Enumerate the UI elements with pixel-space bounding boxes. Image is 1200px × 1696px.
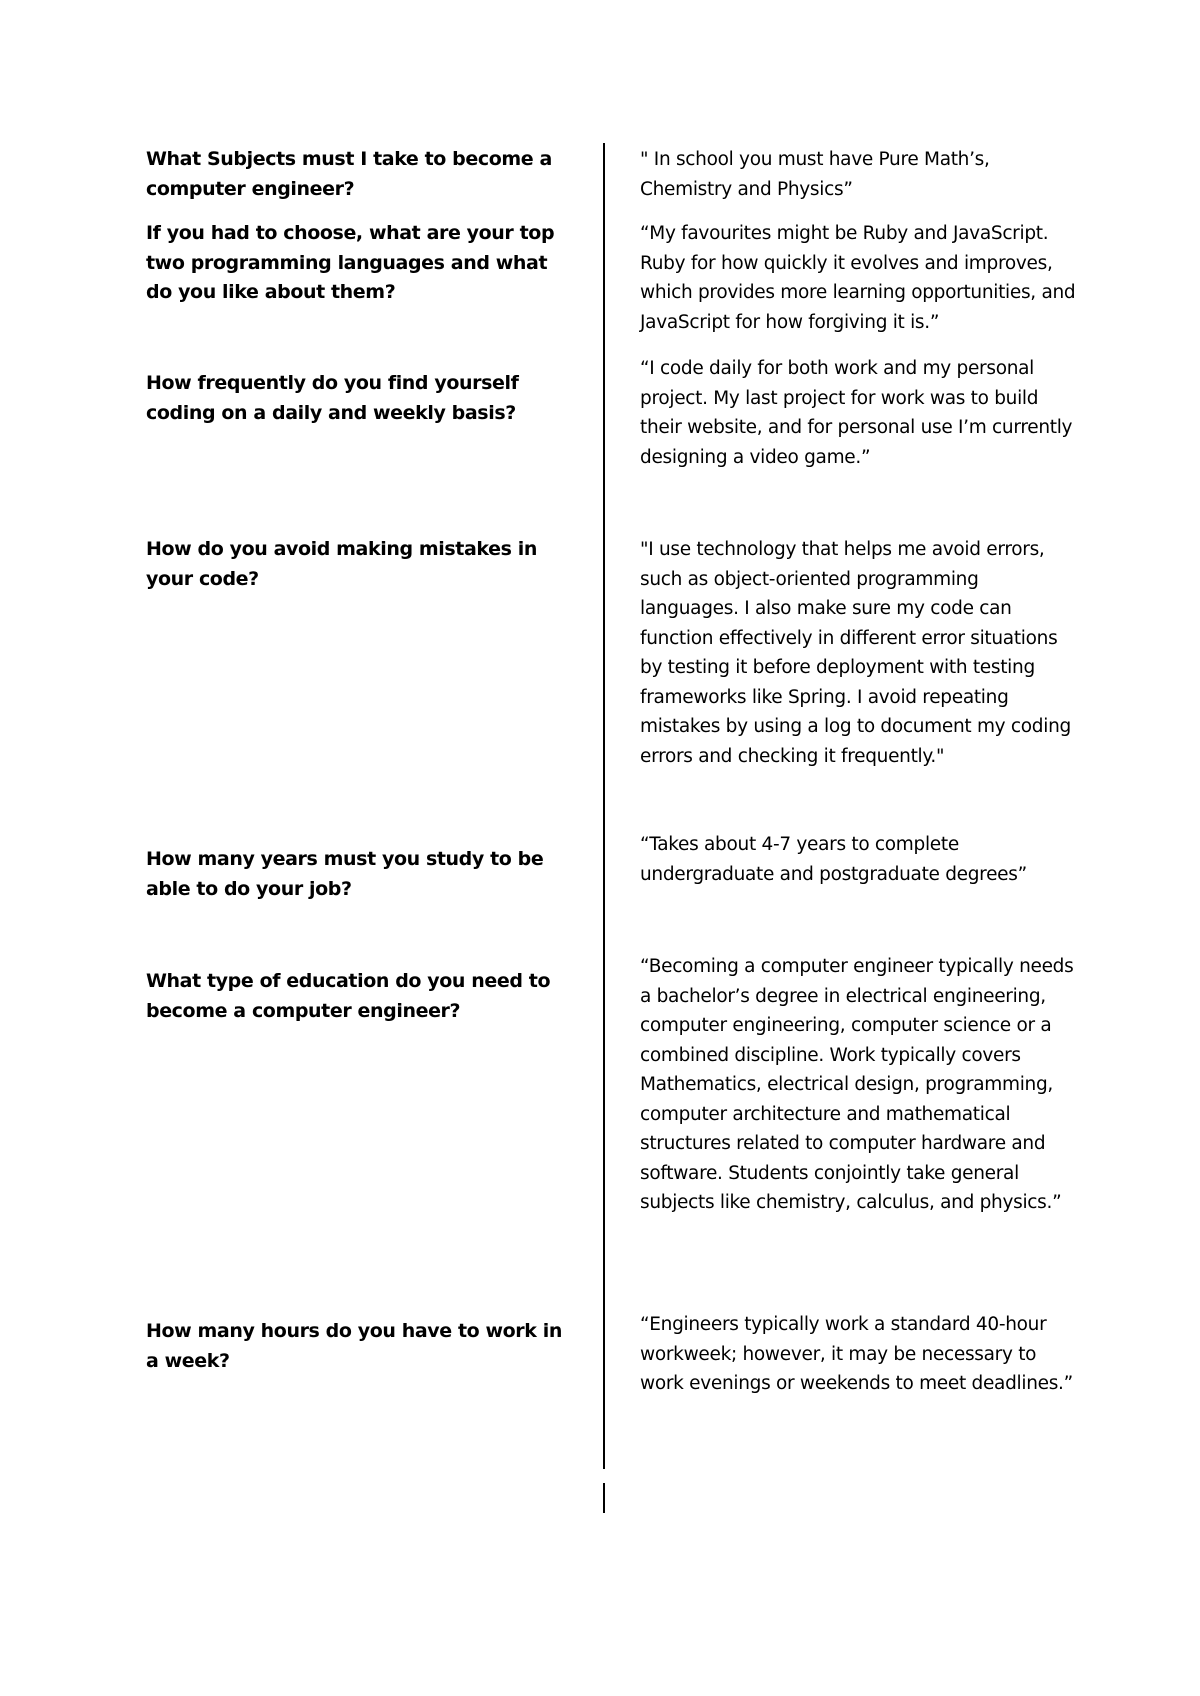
question-coding-frequency: How frequently do you find yourself coding on a daily and weekly basis? <box>146 372 519 424</box>
answer-subjects: " In school you must have Pure Math’s, Chemistry and Physics” <box>640 149 990 200</box>
question-avoid-mistakes: How do you avoid making mistakes in your code? <box>146 538 537 590</box>
question-languages: If you had to choose, what are your top two programming languages and what do you like about them? <box>146 222 555 303</box>
answer-coding-frequency: “I code daily for both work and my personal project. My last project for work was to build their website, and for personal use I’m currently designing a video game.” <box>640 358 1073 468</box>
answer-languages: “My favourites might be Ruby and JavaScript. Ruby for how quickly it evolves and improves, which provides more learning opportunities, and JavaScript for how forgiving it is.” <box>640 223 1076 333</box>
question-subjects: What Subjects must I take to become a computer engineer? <box>146 148 552 200</box>
question-education: What type of education do you need to become a computer engineer? <box>146 970 551 1022</box>
answer-years-study: “Takes about 4-7 years to complete undergraduate and postgraduate degrees” <box>640 834 1027 885</box>
question-work-hours: How many hours do you have to work in a week? <box>146 1320 562 1372</box>
answer-work-hours: “Engineers typically work a standard 40-hour workweek; however, it may be necessary to work evenings or weekends to meet deadlines.” <box>640 1314 1073 1394</box>
question-years-study: How many years must you study to be able to do your job? <box>146 848 544 900</box>
answer-avoid-mistakes: "I use technology that helps me avoid errors, such as object-oriented programming languages. I also make sure my code can function effectively in different error situations by testing it before deployment with testing frameworks like Spring. I avoid repeating mistakes by using a log to document my coding errors and checking it frequently." <box>640 539 1071 767</box>
column-divider-stub <box>603 1483 605 1513</box>
column-divider <box>603 143 605 1469</box>
answer-education: “Becoming a computer engineer typically needs a bachelor’s degree in electrical engineering, computer engineering, computer science or a combined discipline. Work typically covers Mathematics, electrical design, programming, computer architecture and mathematical structures related to computer hardware and software. Students conjointly take general subjects like chemistry, calculus, and physics.” <box>640 956 1074 1213</box>
